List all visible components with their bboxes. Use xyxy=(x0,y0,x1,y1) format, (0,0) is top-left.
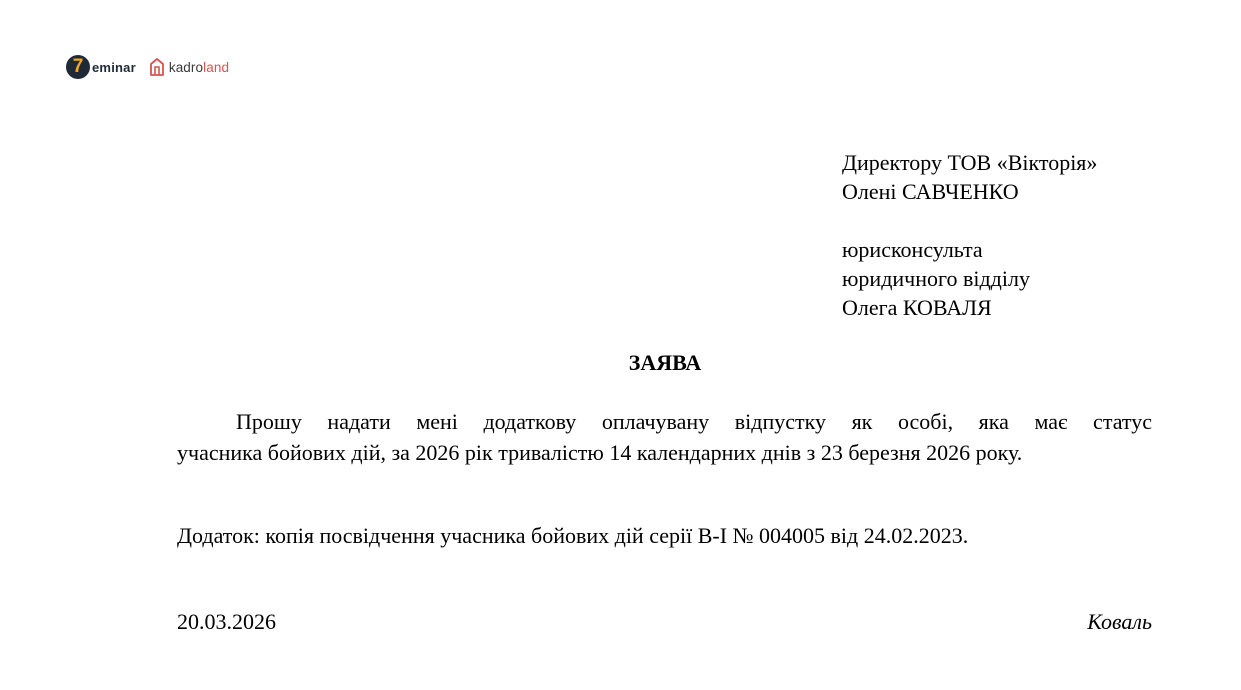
document-date: 20.03.2026 xyxy=(177,609,276,634)
seminar-logo-digit: 7 xyxy=(72,56,84,77)
kadroland-logo xyxy=(148,57,229,77)
sender-department: юридичного відділу xyxy=(842,266,1030,291)
body-line-2: учасника бойових дій, за 2026 рік тривалістю 14 календарних днів з 23 березня 2026 року. xyxy=(177,440,1023,465)
seminar-logo-text: eminar xyxy=(92,59,136,75)
addressee-block xyxy=(842,148,1097,322)
kadroland-house-icon xyxy=(148,57,166,77)
attachment-note: Додаток: копія посвідчення учасника бойових дій серії В-І № 004005 від 24.02.2023. xyxy=(177,523,969,548)
document-title: ЗАЯВА xyxy=(628,350,702,375)
addressee-spacer xyxy=(842,206,1097,235)
document-body xyxy=(177,406,1152,468)
signature: Коваль xyxy=(1087,609,1152,634)
seminar-logo-icon xyxy=(66,55,90,79)
kadroland-logo-text xyxy=(169,60,229,75)
sender-name: Олега КОВАЛЯ xyxy=(842,295,992,320)
body-line-1: Прошу надати мені додаткову оплачувану відпустку як особі, яка має статус xyxy=(236,409,1152,434)
seminar-logo xyxy=(66,55,136,79)
kadroland-text-accent: land xyxy=(203,59,230,75)
addressee-director: Директору ТОВ «Вікторія» xyxy=(842,150,1098,175)
addressee-director-name: Олені САВЧЕНКО xyxy=(842,179,1019,204)
kadroland-text-dark: kadro xyxy=(168,59,204,75)
header-logos xyxy=(66,54,229,80)
sender-position: юрисконсульта xyxy=(842,237,983,262)
